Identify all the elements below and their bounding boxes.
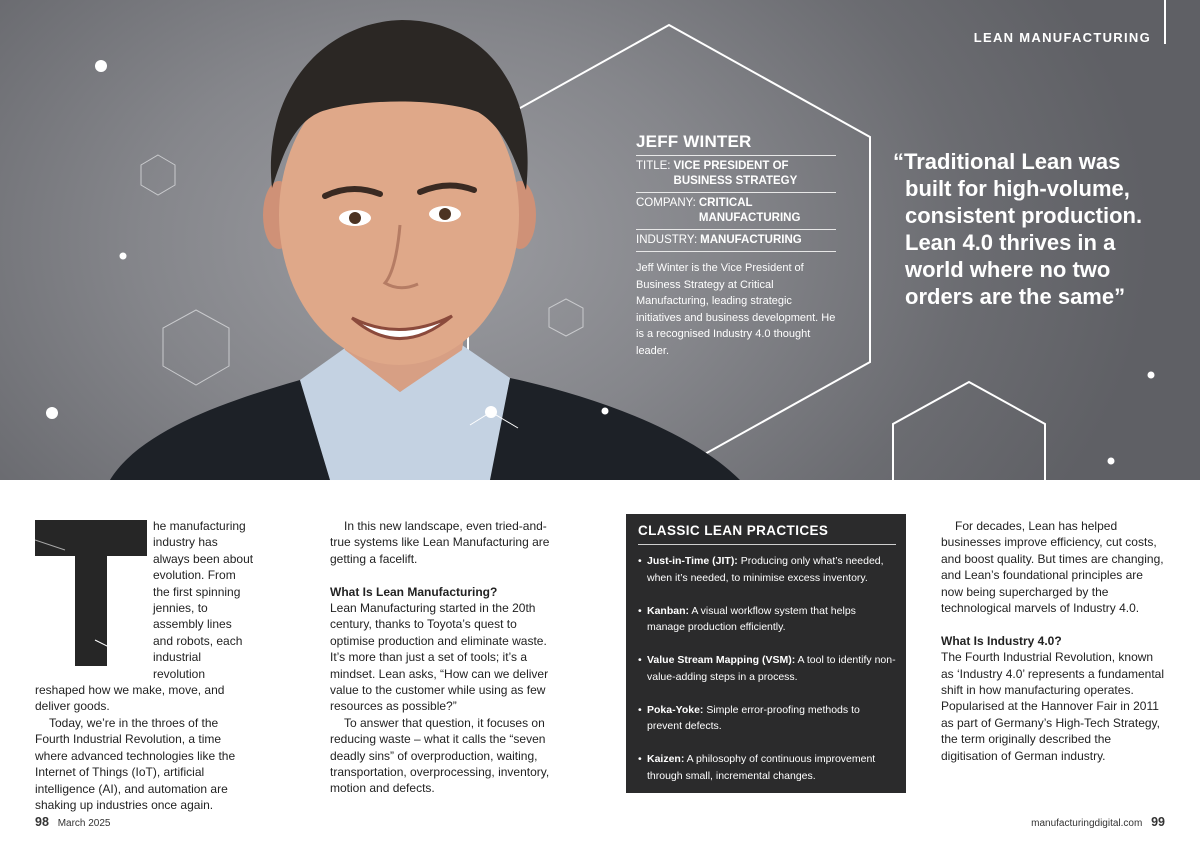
list-item-text: A philosophy of continuous improvement through small, incremental changes. <box>647 753 876 782</box>
profile-key: INDUSTRY: <box>636 234 698 246</box>
subheading: What Is Lean Manufacturing? <box>330 584 498 599</box>
hexagon-outline-small-2 <box>163 310 229 385</box>
list-item-term: Kaizen: <box>647 753 685 765</box>
lean-practices-box <box>626 514 906 793</box>
profile-key: TITLE: <box>636 160 671 172</box>
box-title: CLASSIC LEAN PRACTICES <box>638 523 896 545</box>
hexagon-outline-small-1 <box>141 155 175 195</box>
page-number-left: 98 <box>35 815 49 829</box>
paragraph: Lean Manufacturing started in the 20th century, thanks to Toyota’s quest to optimise production and eliminate waste. It’s more than just a set of tools; it’s a mindset. Lean asks, “How can we deliver value to the customer while using as few resources as possible?” <box>330 601 549 714</box>
drop-cap <box>35 520 147 666</box>
header-rule <box>1164 0 1166 44</box>
paragraph: he manufacturing industry has always been about evolution. From the first spinning jennies, to assembly lines and robots, each industrial revolution reshaped how we make, move, and deliver goods. <box>35 519 254 714</box>
list-item-text: A tool to identify non-value-adding steps in a process. <box>647 654 896 683</box>
profile-key: COMPANY: <box>636 197 696 209</box>
hexagon-outline-bottom-right <box>893 382 1045 480</box>
profile-row-title <box>636 156 836 193</box>
practices-list <box>638 553 896 784</box>
list-item-term: Kanban: <box>647 604 689 617</box>
article-column-4 <box>941 518 1166 764</box>
list-item <box>638 652 896 685</box>
profile-value-line: BUSINESS STRATEGY <box>673 175 798 187</box>
list-item <box>638 603 896 636</box>
profile-bio: Jeff Winter is the Vice President of Business Strategy at Critical Manufacturing, leading strategic initiatives and business development. He is a recognised Industry 4.0 thought leader. <box>636 262 836 357</box>
profile-row-industry <box>636 230 836 252</box>
profile-value-line: VICE PRESIDENT OF <box>673 160 789 172</box>
list-item <box>638 553 896 586</box>
profile-row-company <box>636 193 836 230</box>
page-number-right: 99 <box>1151 815 1165 829</box>
quote-line: “Traditional Lean was <box>893 149 1121 174</box>
list-item <box>638 702 896 735</box>
profile-value-line: MANUFACTURING <box>698 212 801 224</box>
article-column-1 <box>35 518 255 813</box>
hexagon-outline-small-3 <box>549 299 583 336</box>
quote-line: built for high-volume, <box>905 176 1130 201</box>
quote-line: world where no two <box>905 257 1111 282</box>
list-item-term: Value Stream Mapping (VSM): <box>647 654 796 666</box>
profile-value <box>699 196 801 226</box>
footer-left <box>35 815 111 829</box>
list-item-term: Just-in-Time (JIT): <box>647 555 738 567</box>
profile-value <box>674 159 798 189</box>
quote-line: Lean 4.0 thrives in a <box>905 230 1116 255</box>
paragraph: To answer that question, it focuses on reducing waste – what it calls the “seven deadly sins” of overproduction, waiting, transportation, overprocessing, inventory, motion and defects. <box>330 715 550 796</box>
footer-right <box>1031 815 1165 829</box>
list-item-text: A visual workflow system that helps manage production efficiently. <box>647 604 856 633</box>
list-item-text: Producing only what’s needed, when it’s needed, to minimise excess inventory. <box>647 555 884 584</box>
paragraph: The Fourth Industrial Revolution, known as ‘Industry 4.0’ represents a fundamental shift in how manufacturing operates. Popularised at the Hannover Fair in 2011 as part of Germany’s High-Tech Strategy, the term originally described the digitisation of German industry. <box>941 650 1165 763</box>
subheading: What Is Industry 4.0? <box>941 633 1062 648</box>
site-link[interactable]: manufacturingdigital.com <box>1031 818 1143 829</box>
profile-value-line: CRITICAL <box>698 197 753 209</box>
paragraph: Today, we’re in the throes of the Fourth Industrial Revolution, a time where advanced technologies like the Internet of Things (IoT), artificial intelligence (AI), and automation are shaking up industries once again. <box>35 715 236 812</box>
list-item <box>638 751 896 784</box>
profile-value: MANUFACTURING <box>700 234 802 246</box>
section-tag: LEAN MANUFACTURING <box>973 30 1151 45</box>
article-column-2 <box>330 518 560 797</box>
quote-line: consistent production. <box>905 203 1143 228</box>
profile-name: JEFF WINTER <box>636 132 836 156</box>
issue-date: March 2025 <box>57 818 111 829</box>
profile-card <box>636 132 836 359</box>
list-item-text: Simple error-proofing methods to prevent defects. <box>647 703 860 732</box>
pull-quote <box>893 148 1173 310</box>
paragraph: In this new landscape, even tried-and-true systems like Lean Manufacturing are getting a facelift. <box>330 519 550 566</box>
paragraph: For decades, Lean has helped businesses improve efficiency, cut costs, and boost quality. But times are changing, and Lean’s foundational principles are now being supercharged by the technological marvels of Industry 4.0. <box>941 519 1164 616</box>
quote-line: orders are the same” <box>905 284 1126 309</box>
list-item-term: Poka-Yoke: <box>647 703 704 716</box>
